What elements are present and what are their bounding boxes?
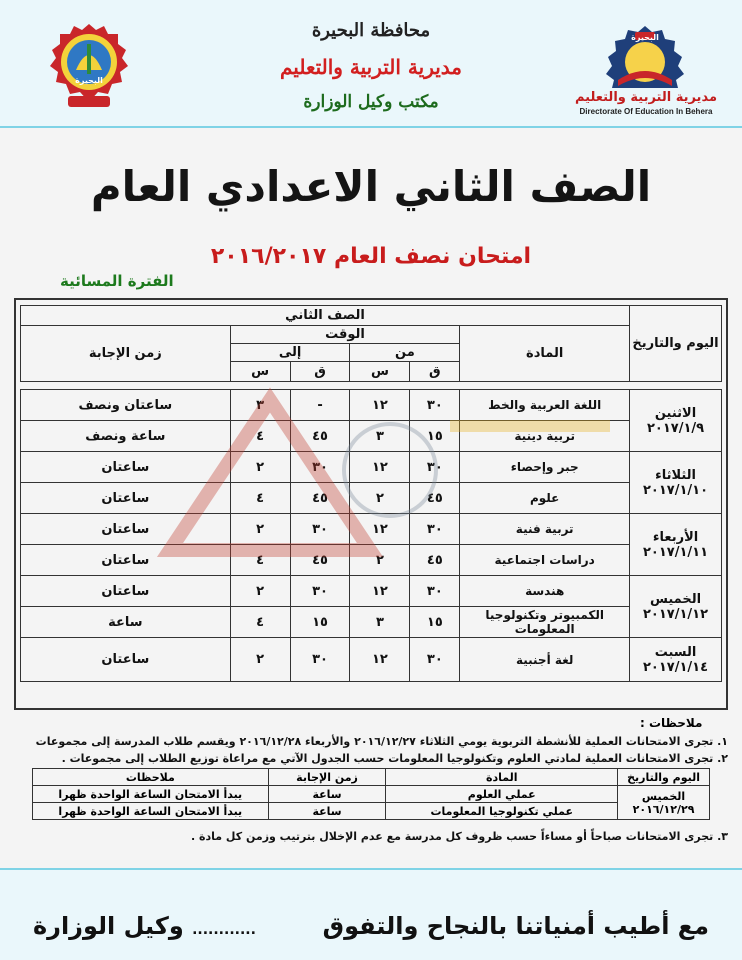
grade-header: الصف الثاني	[21, 306, 630, 326]
table-row	[21, 607, 722, 638]
lab-remark: يبدأ الامتحان الساعة الواحدة ظهرا	[33, 803, 269, 820]
lab-subject: عملي العلوم	[386, 786, 618, 803]
from-hour-cell: ٢	[350, 483, 410, 514]
to-column-header: إلى	[230, 344, 350, 362]
duration-cell: ساعتان	[21, 483, 231, 514]
day-cell	[630, 514, 722, 576]
lab-header-remarks: ملاحظات	[33, 769, 269, 786]
time-column-header: الوقت	[230, 326, 460, 344]
directorate-logo-arabic: مديرية التربية والتعليم	[574, 90, 718, 105]
subject-cell: لغة أجنبية	[460, 638, 630, 682]
day-name: السبت	[654, 644, 697, 660]
from-hour-cell: ١٢	[350, 638, 410, 682]
lab-duration: ساعة	[268, 786, 386, 803]
directorate-logo-english: Directorate Of Education In Behera	[579, 107, 713, 116]
from-hour-cell: ٢	[350, 545, 410, 576]
from-hour-cell: ١٢	[350, 390, 410, 421]
lab-remark: يبدأ الامتحان الساعة الواحدة ظهرا	[33, 786, 269, 803]
note-1: ١. تجرى الامتحانات العملية للأنشطة التربوية يومي الثلاثاء ٢٠١٦/١٢/٢٧ والأربعاء ٢٠١٦/١٢/٢٨ ويقسم طلاب المدرسة إلى مجموعات	[35, 735, 728, 748]
duration-cell: ساعتان	[21, 514, 231, 545]
day-date: ٢٠١٧/١/١١	[643, 544, 709, 560]
from-column-header: من	[350, 344, 460, 362]
from-hour-cell: ٣	[350, 421, 410, 452]
table-row	[21, 576, 722, 607]
duration-cell: ساعتان	[21, 452, 231, 483]
footer-dots: ............	[192, 922, 256, 938]
watermark-icon	[150, 380, 630, 560]
day-cell	[630, 452, 722, 514]
from-minute-cell: ١٥	[410, 421, 460, 452]
subject-cell: دراسات اجتماعية	[460, 545, 630, 576]
subject-cell: تربية دينية	[460, 421, 630, 452]
day-column-header: اليوم والتاريخ	[630, 306, 722, 382]
from-minute-header: ق	[410, 362, 460, 382]
from-minute-cell: ٣٠	[410, 576, 460, 607]
from-hour-cell: ٣	[350, 607, 410, 638]
duration-cell: ساعتان	[21, 545, 231, 576]
notes-title: ملاحظات :	[640, 716, 703, 730]
to-hour-cell: ٢	[230, 638, 290, 682]
from-minute-cell: ٤٥	[410, 545, 460, 576]
duration-column-header: زمن الإجابة	[21, 326, 231, 382]
office-name: مكتب وكيل الوزارة	[303, 92, 439, 112]
from-minute-cell: ٣٠	[410, 452, 460, 483]
to-minute-cell: ١٥	[290, 607, 350, 638]
to-hour-header: س	[230, 362, 290, 382]
to-minute-header: ق	[290, 362, 350, 382]
from-minute-cell: ٣٠	[410, 390, 460, 421]
note-3: ٣. تجرى الامتحانات صباحاً أو مساءاً حسب ظروف كل مدرسة مع عدم الإخلال بترتيب وزمن كل مادة .	[191, 830, 728, 843]
to-hour-cell: ٢	[230, 576, 290, 607]
duration-cell: ساعة ونصف	[21, 421, 231, 452]
day-cell	[630, 576, 722, 638]
subject-cell: الكمبيوتر وتكنولوجيا المعلومات	[460, 607, 630, 638]
to-minute-cell: ٣٠	[290, 638, 350, 682]
from-minute-cell: ٣٠	[410, 514, 460, 545]
lab-date: ٢٠١٦/١٢/٢٩	[632, 802, 695, 816]
day-name: الخميس	[649, 591, 702, 607]
day-name: الأربعاء	[652, 529, 699, 545]
duration-cell: ساعتان	[21, 638, 231, 682]
practical-exam-table	[32, 768, 710, 820]
lab-header-duration: زمن الإجابة	[268, 769, 386, 786]
from-minute-cell: ٤٥	[410, 483, 460, 514]
governorate-logo-label: البحيرة	[75, 76, 103, 85]
day-name: الثلاثاء	[655, 467, 696, 483]
to-hour-cell: ٤	[230, 483, 290, 514]
duration-cell: ساعتان ونصف	[21, 390, 231, 421]
to-hour-cell: ٤	[230, 421, 290, 452]
lab-day-cell	[618, 786, 710, 820]
directorate-name: مديرية التربية والتعليم	[279, 55, 463, 79]
from-hour-cell: ١٢	[350, 576, 410, 607]
to-minute-cell: ٤٥	[290, 421, 350, 452]
page-title: الصف الثاني الاعدادي العام	[90, 162, 652, 211]
from-hour-cell: ١٢	[350, 452, 410, 483]
governorate-name: محافظة البحيرة	[311, 20, 431, 41]
to-minute-cell: ٣٠	[290, 452, 350, 483]
note-2: ٢. تجرى الامتحانات العملية لمادتي العلوم وتكنولوجيا المعلومات حسب الجدول الآتي مع مراعاة توزيع الطلاب إلى مجموعات .	[61, 752, 728, 765]
to-hour-cell: ٤	[230, 545, 290, 576]
to-minute-cell: ٣٠	[290, 514, 350, 545]
day-cell	[630, 390, 722, 452]
from-minute-cell: ١٥	[410, 607, 460, 638]
footer-wish: مع أطيب أمنياتنا بالنجاح والتفوق	[322, 912, 710, 940]
to-minute-cell: -	[290, 390, 350, 421]
from-hour-cell: ١٢	[350, 514, 410, 545]
day-date: ٢٠١٧/١/١٠	[643, 482, 709, 498]
lab-header-day: اليوم والتاريخ	[618, 769, 710, 786]
lab-subject: عملي تكنولوجيا المعلومات	[386, 803, 618, 820]
to-minute-cell: ٤٥	[290, 545, 350, 576]
subject-cell: علوم	[460, 483, 630, 514]
lab-duration: ساعة	[268, 803, 386, 820]
table-row	[21, 638, 722, 682]
to-hour-cell: ٤	[230, 607, 290, 638]
directorate-logo-badge: البحيرة	[631, 33, 659, 42]
to-hour-cell: ٣	[230, 390, 290, 421]
to-minute-cell: ٣٠	[290, 576, 350, 607]
day-name: الاثنين	[654, 405, 697, 421]
subject-cell: تربية فنية	[460, 514, 630, 545]
exam-subtitle: امتحان نصف العام ٢٠١٦/٢٠١٧	[210, 244, 532, 269]
to-hour-cell: ٢	[230, 452, 290, 483]
period-label: الفترة المسائية	[60, 272, 174, 290]
lab-day: الخميس	[641, 789, 686, 803]
duration-cell: ساعة	[21, 607, 231, 638]
from-minute-cell: ٣٠	[410, 638, 460, 682]
day-cell	[630, 638, 722, 682]
day-date: ٢٠١٧/١/١٢	[643, 606, 709, 622]
footer-signature: وكيل الوزارة	[32, 912, 184, 940]
footer-message	[0, 912, 742, 940]
from-hour-header: س	[350, 362, 410, 382]
subject-cell: اللغة العربية والخط	[460, 390, 630, 421]
to-minute-cell: ٤٥	[290, 483, 350, 514]
subject-cell: هندسة	[460, 576, 630, 607]
duration-cell: ساعتان	[21, 576, 231, 607]
day-date: ٢٠١٧/١/٩	[646, 420, 705, 436]
day-date: ٢٠١٧/١/١٤	[643, 659, 709, 675]
to-hour-cell: ٢	[230, 514, 290, 545]
subject-column-header: المادة	[460, 326, 630, 382]
subject-cell: جبر وإحصاء	[460, 452, 630, 483]
lab-header-subject: المادة	[386, 769, 618, 786]
